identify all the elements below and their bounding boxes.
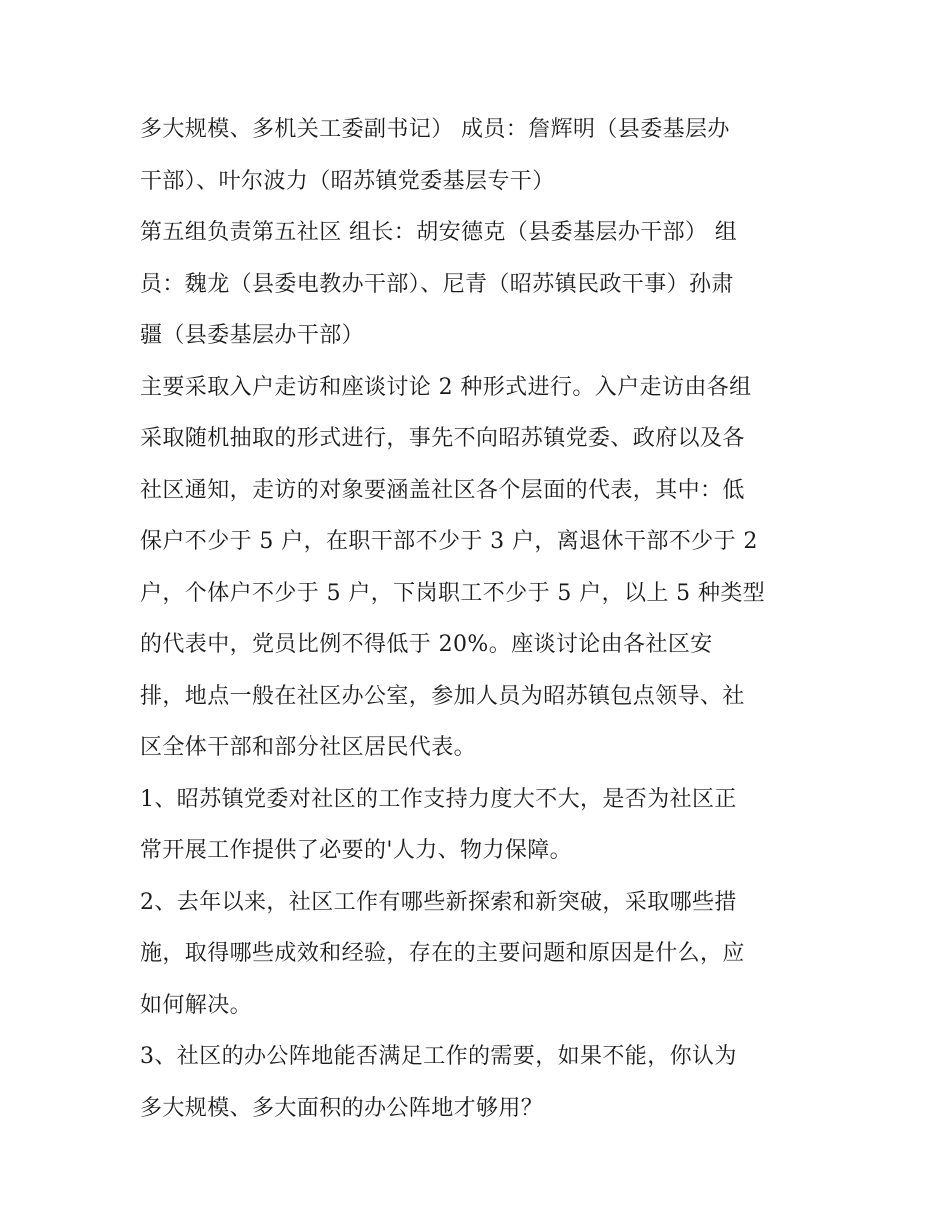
text-line: 保户不少于 5 户，在职干部不少于 3 户，离退休干部不少于 2	[140, 529, 758, 554]
text-line: 3、社区的办公阵地能否满足工作的需要，如果不能，你认为	[140, 1044, 737, 1069]
text-line: 如何解决。	[140, 992, 253, 1018]
text-line: 常开展工作提供了必要的'人力、物力保障。	[140, 838, 573, 863]
text-line: 干部）、叶尔波力（昭苏镇党委基层专干）	[140, 168, 555, 194]
text-line: 的代表中，党员比例不得低于 20%。座谈讨论由各社区安	[140, 632, 713, 657]
text-line: 排，地点一般在社区办公室，参加人员为昭苏镇包点领导、社	[140, 683, 745, 709]
text-line: 施，取得哪些成效和经验，存在的主要问题和原因是什么，应	[140, 941, 745, 966]
text-line: 2、去年以来，社区工作有哪些新探索和新突破，采取哪些措	[140, 889, 737, 915]
text-line: 主要采取入户走访和座谈讨论 2 种形式进行。入户走访由各组	[140, 374, 752, 400]
text-line: 采取随机抽取的形式进行，事先不向昭苏镇党委、政府以及各	[140, 426, 745, 451]
document-body	[140, 104, 815, 1134]
text-line: 多大规模、多机关工委副书记） 成员：詹辉明（县委基层办	[140, 117, 730, 142]
text-line: 社区通知，走访的对象要涵盖社区各个层面的代表，其中：低	[140, 477, 745, 503]
text-line: 第五组负责第五社区 组长：胡安德克（县委基层办干部） 组	[140, 220, 738, 245]
text-line: 1、昭苏镇党委对社区的工作支持力度大不大，是否为社区正	[140, 786, 737, 812]
text-line: 户，个体户不少于 5 户，下岗职工不少于 5 户，以上 5 种类型	[140, 580, 766, 606]
text-line: 疆（县委基层办干部）	[140, 323, 365, 348]
text-line: 员：魏龙（县委电教办干部）、尼青（昭苏镇民政干事）孙肃	[140, 271, 734, 297]
text-line: 多大规模、多大面积的办公阵地才够用？	[140, 1095, 544, 1121]
text-line: 区全体干部和部分社区居民代表。	[140, 735, 477, 760]
